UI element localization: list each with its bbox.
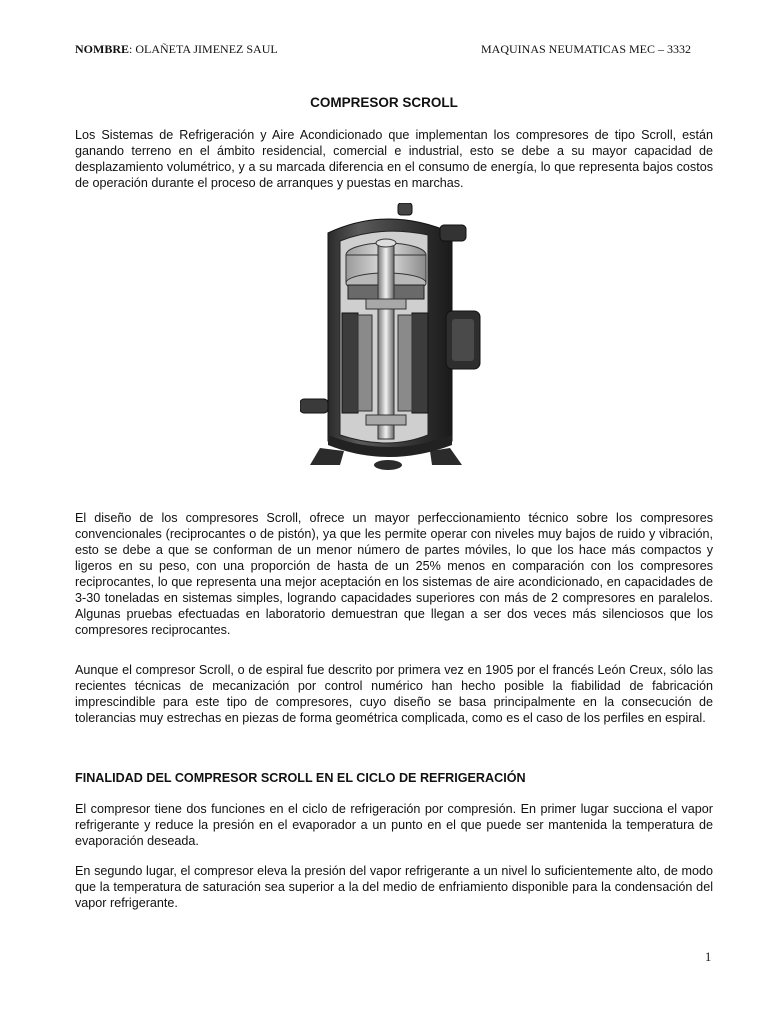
document-title: COMPRESOR SCROLL: [310, 95, 458, 110]
student-name: [75, 42, 278, 57]
course-code: MAQUINAS NEUMATICAS MEC – 3332: [481, 42, 692, 56]
name-value: : OLAÑETA JIMENEZ SAUL: [129, 42, 278, 56]
scroll-compressor-cutaway-illustration: [300, 203, 490, 481]
intro-paragraph: Los Sistemas de Refrigeración y Aire Acondicionado que implementan los compresores de tipo Scroll, están ganando terreno en el ámbito residencial, comercial e industrial, esto se debe a su mayor capacidad de desplazamiento volumétrico, y a su marcada diferencia en el consumo de energía, lo que representa bajos costos de operación durante el proceso de arranques y puestas en marchas.: [75, 128, 713, 190]
name-label: NOMBRE: [75, 42, 129, 56]
history-paragraph: Aunque el compresor Scroll, o de espiral fue descrito por primera vez en 1905 por el francés León Creux, sólo las recientes técnicas de mecanización por control numérico han hecho posible la fiabilidad de fabricación imprescindible para este tipo de compresores, cuyo diseño se basa principalmente en la consecución de tolerancias muy estrechas en piezas de forma geométrica complicada, como es el caso de los perfiles en espiral.: [75, 663, 713, 725]
function-paragraph-1: El compresor tiene dos funciones en el ciclo de refrigeración por compresión. En primer lugar succiona el vapor refrigerante y reduce la presión en el evaporador a un punto en el que puede ser mantenida la temperatura de evaporación deseada.: [75, 802, 713, 848]
function-paragraph-2: En segundo lugar, el compresor eleva la presión del vapor refrigerante a un nivel lo suficientemente alto, de modo que la temperatura de saturación sea superior a la del medio de enfriamiento disponible para la condensación del vapor refrigerante.: [75, 864, 713, 910]
section-heading: FINALIDAD DEL COMPRESOR SCROLL EN EL CICLO DE REFRIGERACIÓN: [75, 771, 526, 785]
page-number: 1: [705, 950, 712, 964]
design-paragraph: El diseño de los compresores Scroll, ofrece un mayor perfeccionamiento técnico sobre los compresores convencionales (reciprocantes o de pistón), ya que les permite operar con niveles muy bajos de ruido y vibración, esto se debe a que se conforman de un menor número de partes móviles, lo que los hace más compactos y ligeros en su peso, con una proporción de hasta de un 25% menos en comparación con los compresores reciprocantes, lo que representa una mejor aceptación en los sistemas de aire acondicionado, en capacidades de 3-30 toneladas en sistemas simples, logrando capacidades superiores con más de 2 compresores en paralelos. Algunas pruebas efectuadas en laboratorio demuestran que llegan a ser dos veces más silenciosos que los compresores reciprocantes.: [75, 511, 713, 637]
page-header: [75, 42, 693, 58]
